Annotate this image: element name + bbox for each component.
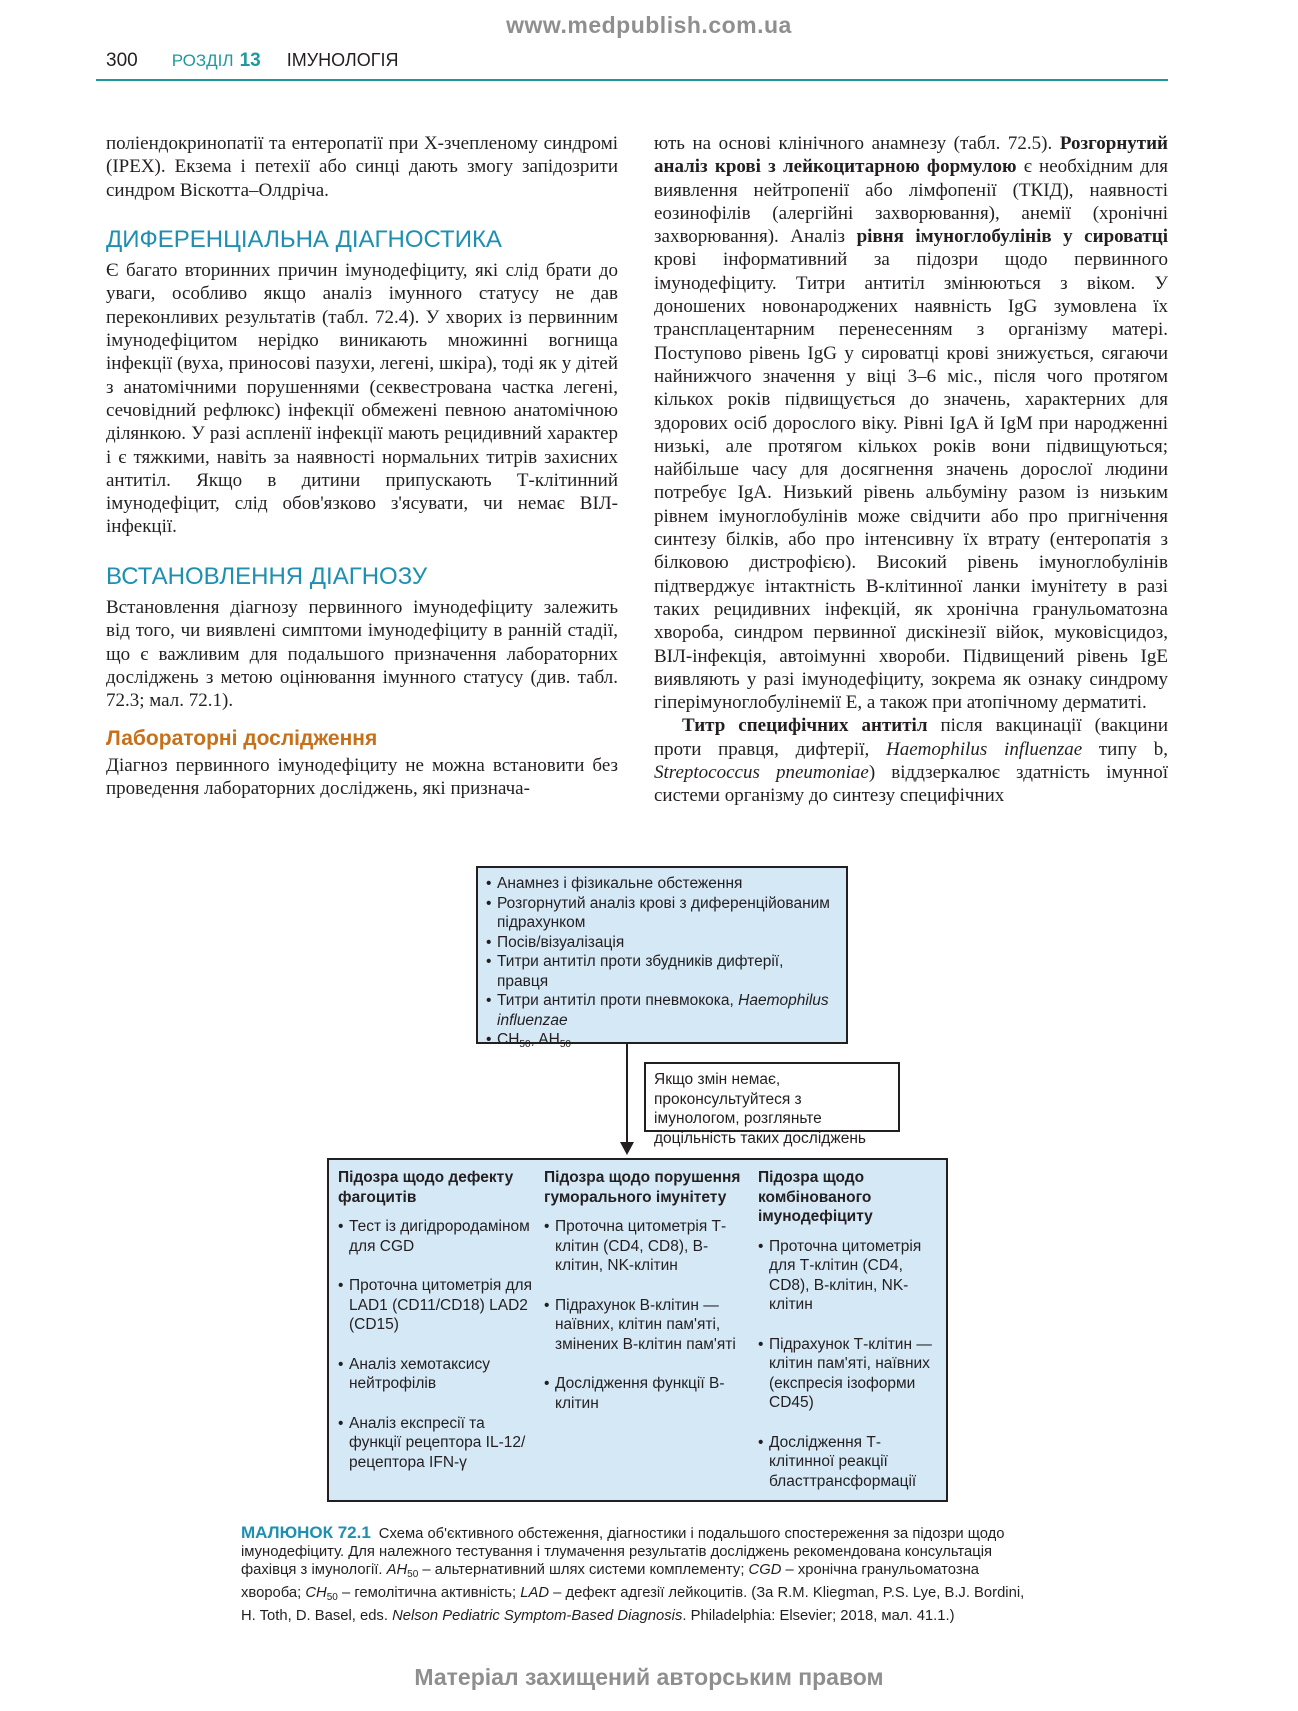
page-number: 300 <box>106 50 138 71</box>
test-item: • Тест із дигідрородаміном для CGD <box>338 1217 538 1256</box>
test-item: • Підрахунок Т-клітин — клітин пам'яті, наївних (експресія ізоформи CD45) <box>758 1335 940 1413</box>
lab-paragraph: Діагноз первинного імунодефіциту не можна встановити без проведення лабораторних досліджень, які признача- <box>106 754 618 800</box>
eval-item: • Титри антитіл проти пневмокока, Haemophilus influenzae <box>486 991 838 1030</box>
test-item: • Аналіз хемотаксису нейтрофілів <box>338 1355 538 1394</box>
eval-item: • Розгорнутий аналіз крові з диференційованим підрахунком <box>486 894 838 933</box>
test-item: • Проточна цитометрія для LAD1 (CD11/CD18) LAD2 (CD15) <box>338 1276 538 1335</box>
figure-consult-note-box: Якщо змін немає, проконсультуйтеся з імунологом, розгляньте доцільність таких досліджень <box>644 1062 900 1132</box>
figure-suspicion-box <box>327 1158 948 1502</box>
test-item: • Дослідження функції В-клітин <box>544 1374 744 1413</box>
eval-item: • Посів/візуалізація <box>486 933 838 953</box>
test-item: • Проточна цитометрія Т-клітин (CD4, CD8), В-клітин, NK-клітин <box>544 1217 744 1276</box>
eval-item-complement: • CH50, AH50 <box>486 1030 838 1055</box>
right-column <box>654 132 1168 808</box>
section-label: РОЗДІЛ <box>171 51 234 70</box>
watermark-bottom: Матеріал захищений авторським правом <box>414 1664 884 1690</box>
intro-paragraph: поліендокринопатії та ентеропатії при Х-зчепленому синдромі (IPEX). Екзема і петехії або синці дають змогу запідозрити синдром Віскотта–Олдріча. <box>106 133 618 201</box>
heading-diagnosis: ВСТАНОВЛЕННЯ ДІАГНОЗУ <box>106 562 428 590</box>
column-heading: Підозра щодо дефекту фагоцитів <box>338 1169 514 1206</box>
eval-item: • Титри антитіл проти збудників дифтерії, правця <box>486 952 838 991</box>
test-item: • Підрахунок В-клітин — наївних, клітин пам'яті, змінених В-клітин пам'яті <box>544 1296 744 1355</box>
column-heading: Підозра щодо порушення гуморального імунітету <box>544 1169 741 1206</box>
figure-caption: МАЛЮНОК 72.1 Схема об'єктивного обстеження, діагностики і подальшого спостереження за підозри щодо імунодефіциту. Для належного тестування і тлумачення результатів досліджень рекомендована консультація фахівця з імунології. $AH_{50}$ – альтернативний шлях системи комплементу; CGD – хронічна гранульоматозна хвороба; $CH_{50}$ – гемолітична активність; LAD – дефект адгезії лейкоцитів. (За R.M. Kliegman, P.S. Lye, B.J. Bordini, H. Toth, D. Basel, eds. Nelson Pediatric Symptom-Based Diagnosis. Philadelphia: Elsevier; 2018, мал. 41.1.) <box>241 1523 1025 1624</box>
test-item: • Проточна цитометрія для Т-клітин (CD4, CD8), В-клітин, NK-клітин <box>758 1237 940 1315</box>
flow-arrow-head <box>620 1142 634 1155</box>
antibody-titer-paragraph: Титр специфічних антитіл після вакцинації (вакцини проти правця, дифтерії, Haemophilus influenzae типу b, Streptococcus pneumoniae) віддзеркалює здатність імунної системи організму до синтезу специфічних <box>654 715 1168 807</box>
lab-paragraph-continued: ють на основі клінічного анамнезу (табл. 72.5). Розгорнутий аналіз крові з лейкоцитарною формулою є необхідним для виявлення нейтропенії або лімфопенії (ТКІД), наявності еозинофілів (алергійні захворювання), анемії (хронічні захворювання). Аналіз рівня імуноглобулінів у сироватці крові інформативний за підозри щодо первинного імунодефіциту. Титри антитіл змінюються з віком. У доношених новонароджених наявність IgG зумовлена їх трансплацентарним перенесенням з організму матері. Поступово рівень IgG у сироватці крові знижується, сягаючи найнижчого значення у віці 3–6 міс., після чого протягом кількох років підвищується до значень, характерних для здорових осіб дорослого віку. Рівні IgA й IgM при народженні низькі, але протягом кількох років вони підвищуються; найбільше часу для досягнення значень дорослої людини потребує IgA. Низький рівень альбуміну разом із низьким рівнем імуноглобулінів може свідчити або про пригнічення синтезу білків, або про інтенсивну їх втрату (ентеропатія з білковою дистрофією). Високий рівень імуноглобулінів підтверджує інтактність В-клітинної ланки імунітету в разі таких рецидивних інфекцій, як хронічна гранульоматозна хвороба, синдром первинної дискінезії війок, муковісцидоз, ВІЛ-інфекція, автоімунні хвороби. Підвищений рівень IgE виявляють у разі імунодефіциту, зокрема як ознаку синдрому гіперімуноглобулінемії Е, а також при атопічному дерматиті. <box>654 133 1168 714</box>
heading-differential-diagnosis: ДИФЕРЕНЦІАЛЬНА ДІАГНОСТИКА <box>106 225 502 253</box>
test-item: • Аналіз експресії та функції рецептора IL-12/рецептора IFN-γ <box>338 1414 538 1473</box>
column-heading: Підозра щодо комбінованого імунодефіциту <box>758 1169 873 1225</box>
eval-item: • Анамнез і фізикальне обстеження <box>486 874 838 894</box>
section-title: ІМУНОЛОГІЯ <box>286 50 399 70</box>
differential-paragraph: Є багато вторинних причин імунодефіциту, які слід брати до уваги, особливо якщо аналіз імунного статусу не дав переконливих результатів (табл. 72.4). У хворих із первинним імунодефіцитом нерідко виникають множинні вогнища інфекції (вуха, приносові пазухи, легені, шкіра), тоді як у дітей з анатомічними порушеннями (секвестрована частка легені, сечовідний рефлюкс) інфекції обмежені певною анатомічною ділянкою. У разі аспленії інфекції мають рецидивний характер і є тяжкими, навіть за наявності нормальних титрів захисних антитіл. Якщо в дитини припускають Т-клітинний імунодефіцит, слід обов'язково з'ясувати, чи немає ВІЛ-інфекції. <box>106 260 618 538</box>
running-header <box>106 50 399 72</box>
heading-lab-tests: Лабораторні дослідження <box>106 726 378 750</box>
column-combined <box>758 1160 940 1511</box>
figure-initial-evaluation-box <box>476 866 848 1050</box>
column-humoral <box>544 1160 744 1433</box>
watermark-top: www.medpublish.com.ua <box>506 12 792 38</box>
left-column <box>106 132 618 800</box>
figure-label: МАЛЮНОК 72.1 <box>241 1523 371 1542</box>
test-item: • Дослідження Т-клітинної реакції бласттрансформації <box>758 1433 940 1492</box>
flow-arrow-line <box>626 1044 628 1144</box>
column-phagocyte <box>338 1160 538 1492</box>
diagnosis-paragraph: Встановлення діагнозу первинного імунодефіциту залежить від того, чи виявлені симптоми імунодефіциту в ранній стадії, що є важливим для подальшого призначення лабораторних досліджень з метою оцінювання імунного статусу (див. табл. 72.3; мал. 72.1). <box>106 597 618 712</box>
section-number: 13 <box>239 50 261 71</box>
header-rule <box>96 79 1168 81</box>
